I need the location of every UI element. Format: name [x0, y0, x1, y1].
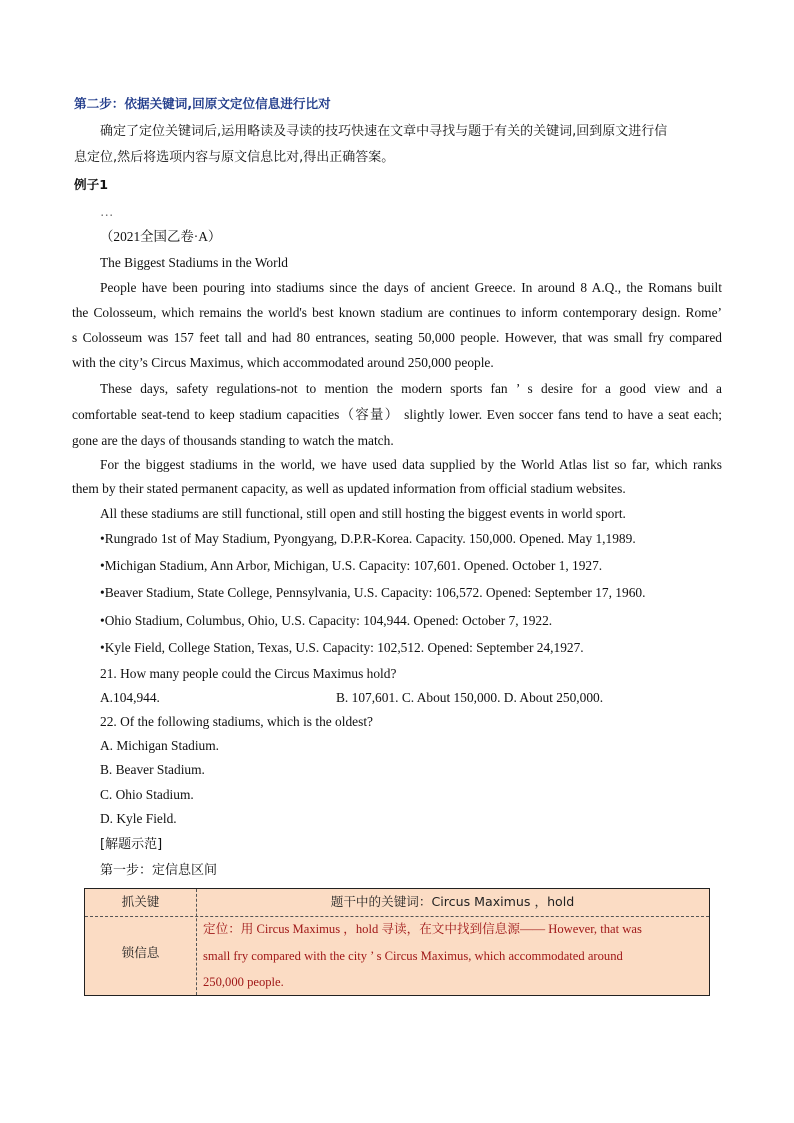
row1-label: 抓关键	[121, 894, 160, 909]
p1-line-4: with the city’s Circus Maximus, which accommodated around 250,000 people.	[72, 355, 494, 370]
row-divider	[85, 916, 709, 917]
stadium-item: •Kyle Field, College Station, Texas, U.S. Capacity: 102,512. Opened: September 24,1927.	[100, 640, 584, 655]
demo-label: [解题示范]	[100, 837, 163, 852]
stadium-item: •Ohio Stadium, Columbus, Ohio, U.S. Capacity: 104,944. Opened: October 7, 1922.	[100, 613, 553, 628]
p4-line: All these stadiums are still functional, still open and still hosting the biggest events in world sport.	[100, 506, 626, 521]
ellipsis: …	[100, 204, 114, 219]
row2-line-3: 250,000 people.	[203, 975, 284, 989]
article-title: The Biggest Stadiums in the World	[100, 255, 288, 270]
question-22-option: D. Kyle Field.	[100, 811, 177, 826]
step1-label: 第一步：定信息区间	[100, 863, 218, 878]
question-21-stem: 21. How many people could the Circus Maximus hold?	[100, 666, 397, 681]
p1-line-1: People have been pouring into stadiums since the days of ancient Greece. In around 8 A.Q., the Romans built	[100, 280, 722, 295]
stadium-item: •Rungrado 1st of May Stadium, Pyongyang, D.P.R-Korea. Capacity. 150,000. Opened. May 1,1989.	[100, 531, 636, 546]
row1-content: 题干中的关键词：Circus Maximus ，hold	[330, 894, 575, 909]
p2-line-2: comfortable seat-tend to keep stadium capacities（容量） slightly lower. Even soccer fans tend to have a seat each;	[72, 407, 722, 422]
intro-line-1: 确定了定位关键词后,运用略读及寻读的技巧快速在文章中寻找与题于有关的关键词,回到原文进行信	[100, 124, 668, 139]
p2-line-3: gone are the days of thousands standing to watch the match.	[72, 433, 394, 448]
intro-line-2: 息定位,然后将选项内容与原文信息比对,得出正确答案。	[74, 150, 395, 165]
question-22-option: B. Beaver Stadium.	[100, 762, 205, 777]
stadium-item: •Beaver Stadium, State College, Pennsylvania, U.S. Capacity: 106,572. Opened: September 17, 1960.	[100, 585, 646, 600]
stadium-item: •Michigan Stadium, Ann Arbor, Michigan, U.S. Capacity: 107,601. Opened. October 1, 1927.	[100, 558, 603, 573]
p2-line-1: These days, safety regulations-not to mention the modern sports fan ’ s desire for a good view and a	[100, 381, 722, 396]
question-21-options-bcd: B. 107,601. C. About 150,000. D. About 250,000.	[336, 690, 604, 705]
keyword-table	[84, 888, 710, 996]
question-22-stem: 22. Of the following stadiums, which is the oldest?	[100, 714, 373, 729]
source-label: （2021全国乙卷·A）	[100, 229, 222, 244]
row2-line-1: 定位：用 Circus Maximus ，hold 寻读，在文中找到信息源—— However, that was	[203, 922, 642, 936]
question-22-option: A. Michigan Stadium.	[100, 738, 220, 753]
step2-heading: 第二步：依据关键词,回原文定位信息进行比对	[74, 96, 331, 111]
p1-line-2: the Colosseum, which remains the world's best known stadium are continues to inform contemporary design. Rome’	[72, 305, 722, 320]
p1-line-3: s Colosseum was 157 feet tall and had 80 entrances, seating 50,000 people. However, that was small fry compared	[72, 330, 722, 345]
example-label: 例子1	[74, 177, 108, 192]
p3-line-1: For the biggest stadiums in the world, we have used data supplied by the World Atlas list so far, which ranks	[100, 457, 722, 472]
question-22-option: C. Ohio Stadium.	[100, 787, 194, 802]
row2-line-2: small fry compared with the city ’ s Circus Maximus, which accommodated around	[203, 949, 623, 963]
row2-label: 锁信息	[121, 945, 160, 960]
question-21-option-a: A.104,944.	[100, 690, 160, 705]
p3-line-2: them by their stated permanent capacity, as well as updated information from official stadium websites.	[72, 481, 626, 496]
